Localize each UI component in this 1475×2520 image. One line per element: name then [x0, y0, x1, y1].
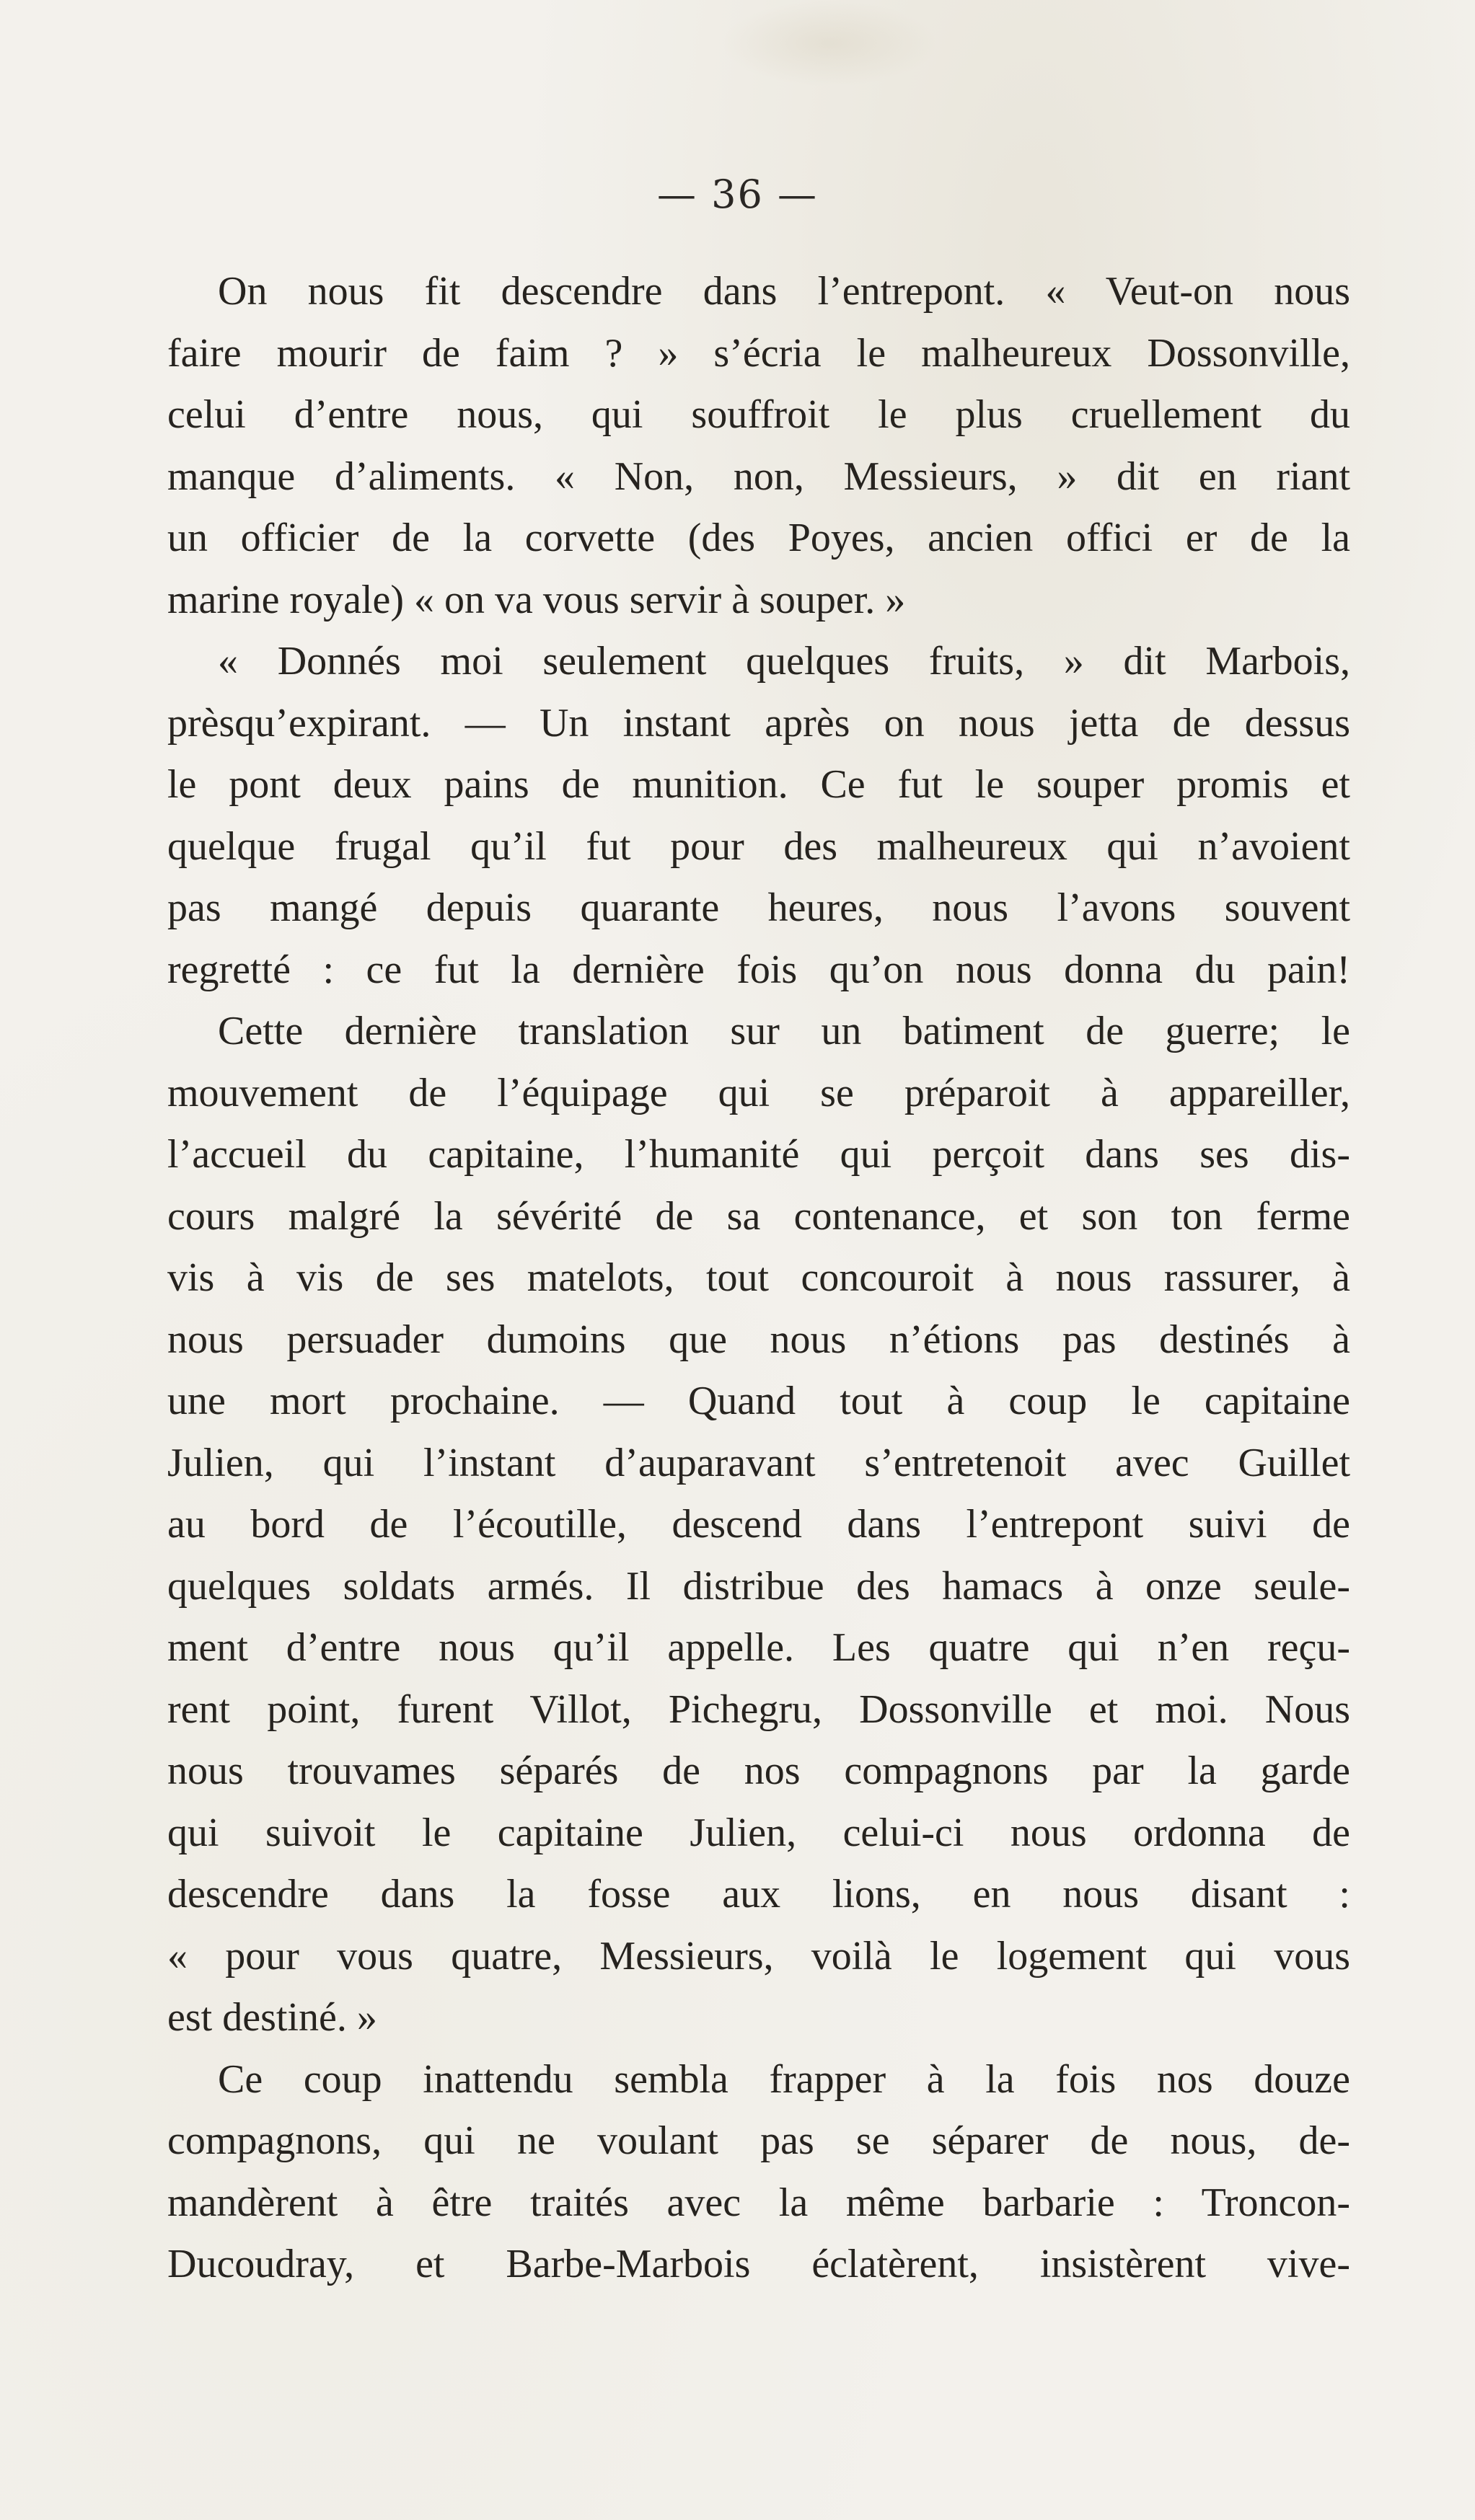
text-line: vis à vis de ses matelots, tout concouroit à nous rassurer, à [167, 1255, 1350, 1300]
text-line: qui suivoit le capitaine Julien, celui-ci nous ordonna de [167, 1810, 1350, 1855]
text-line: nous trouvames séparés de nos compagnons par la garde [167, 1748, 1350, 1793]
text-line: rent point, furent Villot, Pichegru, Dossonville et moi. Nous [167, 1686, 1350, 1732]
text-line: Ce coup inattendu sembla frapper à la fois nos douze [218, 2056, 1350, 2102]
text-line: faire mourir de faim ? » s’écria le malheureux Dossonville, [167, 330, 1350, 376]
text-line: l’accueil du capitaine, l’humanité qui perçoit dans ses dis- [167, 1132, 1350, 1177]
text-line: On nous fit descendre dans l’entrepont. « Veut-on nous [218, 269, 1350, 314]
text-line: un officier de la corvette (des Poyes, ancien offici er de la [167, 516, 1350, 560]
text-line: « pour vous quatre, Messieurs, voilà le logement qui vous [167, 1933, 1350, 1979]
text-line: Ducoudray, et Barbe-Marbois éclatèrent, insistèrent vive- [167, 2242, 1350, 2286]
paragraph-2 [167, 631, 1350, 1001]
paper-stain [721, 0, 938, 87]
text-line: quelque frugal qu’il fut pour des malheureux qui n’avoient [167, 823, 1350, 869]
text-line: descendre dans la fosse aux lions, en nous disant : [167, 1872, 1350, 1916]
text-line: nous persuader dumoins que nous n’étions pas destinés à [167, 1317, 1350, 1362]
text-line: ment d’entre nous qu’il appelle. Les quatre qui n’en reçu- [167, 1625, 1350, 1670]
text-line: prèsqu’expirant. — Un instant après on nous jetta de dessus [167, 700, 1350, 746]
paragraph-4 [167, 2049, 1350, 2296]
page-number: — 36 — [656, 172, 819, 217]
paragraph-1 [167, 261, 1350, 631]
text-line: le pont deux pains de munition. Ce fut le souper promis et [167, 762, 1350, 807]
text-line: Cette dernière translation sur un batiment de guerre; le [218, 1009, 1350, 1053]
text-line: cours malgré la sévérité de sa contenance, et son ton ferme [167, 1193, 1350, 1239]
text-line: manque d’aliments. « Non, non, Messieurs, » dit en riant [167, 454, 1350, 499]
text-line: marine royale) « on va vous servir à souper. » [167, 577, 906, 622]
text-line: au bord de l’écoutille, descend dans l’entrepont suivi de [167, 1502, 1350, 1547]
paragraph-3 [167, 1001, 1350, 2049]
text-line: regretté : ce fut la dernière fois qu’on nous donna du pain! [167, 947, 1350, 992]
text-line: une mort prochaine. — Quand tout à coup le capitaine [167, 1379, 1350, 1423]
text-line: celui d’entre nous, qui souffroit le plus cruellement du [167, 392, 1350, 437]
text-line: « Donnés moi seulement quelques fruits, » dit Marbois, [218, 639, 1350, 684]
text-line: mouvement de l’équipage qui se préparoit à appareiller, [167, 1070, 1350, 1115]
body-text [167, 261, 1350, 2296]
text-line: mandèrent à être traités avec la même barbarie : Troncon- [167, 2180, 1350, 2225]
text-line: pas mangé depuis quarante heures, nous l’avons souvent [167, 885, 1350, 930]
text-line: quelques soldats armés. Il distribue des hamacs à onze seule- [167, 1563, 1350, 1609]
text-line: est destiné. » [167, 1995, 377, 2040]
text-line: Julien, qui l’instant d’auparavant s’entretenoit avec Guillet [167, 1440, 1350, 1485]
text-line: compagnons, qui ne voulant pas se séparer de nous, de- [167, 2118, 1350, 2163]
